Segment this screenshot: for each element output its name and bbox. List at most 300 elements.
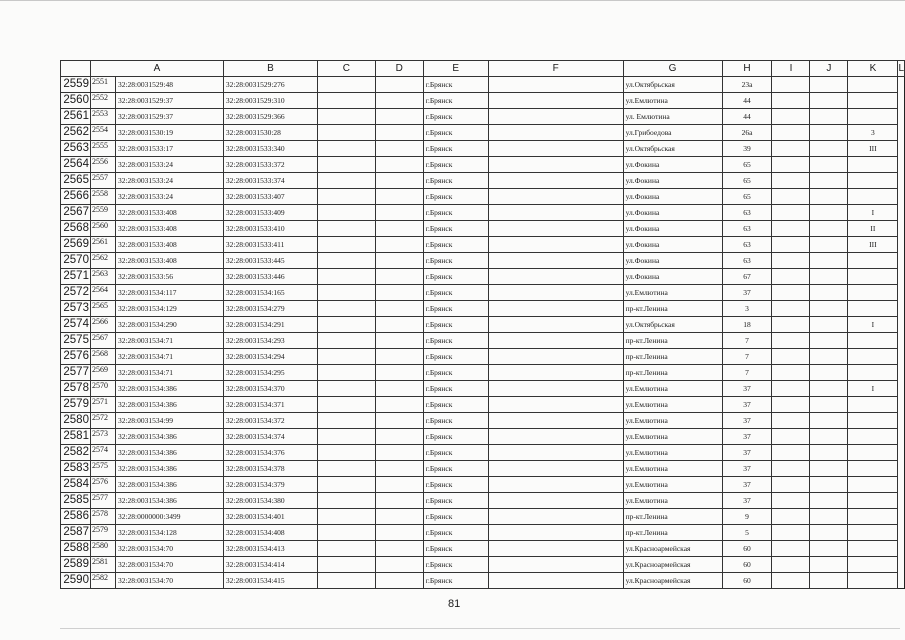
cell-k[interactable] (810, 381, 848, 397)
cell-f[interactable]: г.Брянск (423, 125, 488, 141)
cell-d[interactable] (317, 157, 375, 173)
cell-e[interactable] (375, 221, 423, 237)
cell-c[interactable]: 32:28:0031533:409 (223, 205, 317, 221)
cell-k[interactable] (810, 349, 848, 365)
cell-e[interactable] (375, 125, 423, 141)
cell-c[interactable]: 32:28:0031534:291 (223, 317, 317, 333)
row-number[interactable]: 2582 (61, 445, 91, 461)
cell-f[interactable]: г.Брянск (423, 221, 488, 237)
cell-f[interactable]: г.Брянск (423, 157, 488, 173)
cell-g[interactable] (488, 477, 623, 493)
cell-d[interactable] (317, 125, 375, 141)
cell-a[interactable]: 2553 (90, 109, 115, 125)
cell-i[interactable]: 26а (722, 125, 772, 141)
cell-d[interactable] (317, 301, 375, 317)
row-number[interactable]: 2572 (61, 285, 91, 301)
cell-h[interactable]: ул.Красноармейская (623, 557, 722, 573)
cell-d[interactable] (317, 205, 375, 221)
row-number[interactable]: 2561 (61, 109, 91, 125)
cell-l[interactable] (848, 397, 898, 413)
cell-c[interactable]: 32:28:0031534:380 (223, 493, 317, 509)
cell-i[interactable]: 18 (722, 317, 772, 333)
cell-h[interactable]: ул.Емлютина (623, 445, 722, 461)
cell-k[interactable] (810, 205, 848, 221)
cell-d[interactable] (317, 525, 375, 541)
cell-a[interactable]: 2579 (90, 525, 115, 541)
cell-f[interactable]: г.Брянск (423, 205, 488, 221)
cell-b[interactable]: 32:28:0031534:290 (115, 317, 223, 333)
cell-h[interactable]: ул.Емлютина (623, 429, 722, 445)
cell-f[interactable]: г.Брянск (423, 93, 488, 109)
cell-e[interactable] (375, 205, 423, 221)
cell-i[interactable]: 37 (722, 397, 772, 413)
row-number[interactable]: 2559 (61, 77, 91, 93)
cell-g[interactable] (488, 461, 623, 477)
cell-j[interactable] (772, 253, 810, 269)
cell-c[interactable]: 32:28:0031533:411 (223, 237, 317, 253)
cell-i[interactable]: 37 (722, 413, 772, 429)
row-number[interactable]: 2579 (61, 397, 91, 413)
cell-e[interactable] (375, 461, 423, 477)
cell-i[interactable]: 39 (722, 141, 772, 157)
column-header-l[interactable]: L (898, 61, 905, 77)
cell-f[interactable]: г.Брянск (423, 509, 488, 525)
cell-b[interactable]: 32:28:0031533:408 (115, 237, 223, 253)
cell-a[interactable]: 2582 (90, 573, 115, 589)
cell-h[interactable]: пр-кт.Ленина (623, 349, 722, 365)
cell-l[interactable] (848, 93, 898, 109)
cell-h[interactable]: ул.Октябрьская (623, 141, 722, 157)
row-number[interactable]: 2567 (61, 205, 91, 221)
column-header-k[interactable]: K (848, 61, 898, 77)
cell-g[interactable] (488, 173, 623, 189)
cell-h[interactable]: ул.Фокина (623, 221, 722, 237)
cell-a[interactable]: 2564 (90, 285, 115, 301)
cell-c[interactable]: 32:28:0031534:371 (223, 397, 317, 413)
cell-k[interactable] (810, 253, 848, 269)
cell-d[interactable] (317, 509, 375, 525)
cell-h[interactable]: ул.Фокина (623, 205, 722, 221)
cell-f[interactable]: г.Брянск (423, 269, 488, 285)
column-header-b[interactable]: B (223, 61, 317, 77)
cell-b[interactable]: 32:28:0031534:71 (115, 349, 223, 365)
cell-f[interactable]: г.Брянск (423, 557, 488, 573)
cell-c[interactable]: 32:28:0031534:378 (223, 461, 317, 477)
cell-h[interactable]: ул. Емлютина (623, 109, 722, 125)
cell-i[interactable]: 37 (722, 381, 772, 397)
cell-b[interactable]: 32:28:0031534:386 (115, 429, 223, 445)
cell-k[interactable] (810, 429, 848, 445)
cell-k[interactable] (810, 525, 848, 541)
cell-e[interactable] (375, 413, 423, 429)
cell-d[interactable] (317, 269, 375, 285)
cell-g[interactable] (488, 349, 623, 365)
cell-c[interactable]: 32:28:0031534:379 (223, 477, 317, 493)
cell-g[interactable] (488, 525, 623, 541)
cell-d[interactable] (317, 557, 375, 573)
cell-e[interactable] (375, 93, 423, 109)
cell-h[interactable]: ул.Фокина (623, 269, 722, 285)
cell-k[interactable] (810, 493, 848, 509)
cell-e[interactable] (375, 157, 423, 173)
cell-b[interactable]: 32:28:0031533:408 (115, 221, 223, 237)
cell-a[interactable]: 2565 (90, 301, 115, 317)
cell-i[interactable]: 37 (722, 493, 772, 509)
cell-c[interactable]: 32:28:0031533:374 (223, 173, 317, 189)
cell-h[interactable]: ул.Октябрьская (623, 317, 722, 333)
cell-c[interactable]: 32:28:0031533:446 (223, 269, 317, 285)
cell-g[interactable] (488, 93, 623, 109)
cell-d[interactable] (317, 221, 375, 237)
cell-j[interactable] (772, 141, 810, 157)
cell-k[interactable] (810, 141, 848, 157)
cell-f[interactable]: г.Брянск (423, 317, 488, 333)
cell-f[interactable]: г.Брянск (423, 77, 488, 93)
row-number[interactable]: 2560 (61, 93, 91, 109)
cell-g[interactable] (488, 141, 623, 157)
cell-l[interactable]: II (848, 221, 898, 237)
column-header-a[interactable]: A (90, 61, 223, 77)
row-number[interactable]: 2568 (61, 221, 91, 237)
cell-l[interactable] (848, 509, 898, 525)
cell-e[interactable] (375, 557, 423, 573)
cell-c[interactable]: 32:28:0031534:376 (223, 445, 317, 461)
cell-d[interactable] (317, 141, 375, 157)
cell-j[interactable] (772, 109, 810, 125)
cell-k[interactable] (810, 333, 848, 349)
cell-f[interactable]: г.Брянск (423, 541, 488, 557)
cell-h[interactable]: ул.Емлютина (623, 381, 722, 397)
cell-j[interactable] (772, 285, 810, 301)
cell-i[interactable]: 37 (722, 477, 772, 493)
cell-i[interactable]: 60 (722, 573, 772, 589)
cell-l[interactable] (848, 429, 898, 445)
cell-c[interactable]: 32:28:0031534:408 (223, 525, 317, 541)
cell-f[interactable]: г.Брянск (423, 493, 488, 509)
column-header-c[interactable]: C (317, 61, 375, 77)
cell-c[interactable]: 32:28:0031534:293 (223, 333, 317, 349)
cell-k[interactable] (810, 285, 848, 301)
cell-b[interactable]: 32:28:0031534:70 (115, 541, 223, 557)
cell-j[interactable] (772, 125, 810, 141)
row-number[interactable]: 2565 (61, 173, 91, 189)
column-header-g[interactable]: G (623, 61, 722, 77)
cell-l[interactable] (848, 541, 898, 557)
cell-k[interactable] (810, 237, 848, 253)
cell-l[interactable]: 3 (848, 125, 898, 141)
cell-i[interactable]: 5 (722, 525, 772, 541)
cell-j[interactable] (772, 573, 810, 589)
column-header-i[interactable]: I (772, 61, 810, 77)
cell-i[interactable]: 44 (722, 93, 772, 109)
cell-d[interactable] (317, 397, 375, 413)
row-number[interactable]: 2584 (61, 477, 91, 493)
cell-g[interactable] (488, 125, 623, 141)
cell-g[interactable] (488, 237, 623, 253)
cell-f[interactable]: г.Брянск (423, 333, 488, 349)
cell-h[interactable]: ул.Емлютина (623, 413, 722, 429)
cell-i[interactable]: 63 (722, 237, 772, 253)
row-number[interactable]: 2581 (61, 429, 91, 445)
cell-c[interactable]: 32:28:0031530:28 (223, 125, 317, 141)
column-header-f[interactable]: F (488, 61, 623, 77)
cell-j[interactable] (772, 429, 810, 445)
cell-h[interactable]: ул.Фокина (623, 157, 722, 173)
cell-a[interactable]: 2551 (90, 77, 115, 93)
cell-f[interactable]: г.Брянск (423, 109, 488, 125)
cell-f[interactable]: г.Брянск (423, 285, 488, 301)
row-number[interactable]: 2570 (61, 253, 91, 269)
cell-c[interactable]: 32:28:0031529:366 (223, 109, 317, 125)
cell-b[interactable]: 32:28:0031534:386 (115, 461, 223, 477)
cell-i[interactable]: 60 (722, 541, 772, 557)
cell-b[interactable]: 32:28:0031533:17 (115, 141, 223, 157)
cell-e[interactable] (375, 477, 423, 493)
row-number[interactable]: 2589 (61, 557, 91, 573)
cell-i[interactable]: 65 (722, 173, 772, 189)
cell-l[interactable] (848, 173, 898, 189)
cell-c[interactable]: 32:28:0031534:414 (223, 557, 317, 573)
cell-g[interactable] (488, 365, 623, 381)
cell-j[interactable] (772, 349, 810, 365)
cell-j[interactable] (772, 237, 810, 253)
cell-f[interactable]: г.Брянск (423, 301, 488, 317)
cell-c[interactable]: 32:28:0031534:374 (223, 429, 317, 445)
cell-a[interactable]: 2567 (90, 333, 115, 349)
cell-i[interactable]: 23а (722, 77, 772, 93)
cell-d[interactable] (317, 445, 375, 461)
cell-d[interactable] (317, 365, 375, 381)
cell-h[interactable]: пр-кт.Ленина (623, 365, 722, 381)
cell-f[interactable]: г.Брянск (423, 525, 488, 541)
cell-l[interactable] (848, 109, 898, 125)
cell-d[interactable] (317, 93, 375, 109)
cell-l[interactable] (848, 557, 898, 573)
cell-d[interactable] (317, 109, 375, 125)
cell-g[interactable] (488, 413, 623, 429)
cell-b[interactable]: 32:28:0031534:386 (115, 493, 223, 509)
cell-g[interactable] (488, 221, 623, 237)
cell-d[interactable] (317, 253, 375, 269)
cell-d[interactable] (317, 173, 375, 189)
cell-b[interactable]: 32:28:0031534:386 (115, 397, 223, 413)
cell-l[interactable] (848, 525, 898, 541)
cell-j[interactable] (772, 397, 810, 413)
cell-g[interactable] (488, 429, 623, 445)
cell-l[interactable] (848, 349, 898, 365)
cell-c[interactable]: 32:28:0031534:413 (223, 541, 317, 557)
cell-i[interactable]: 63 (722, 253, 772, 269)
cell-j[interactable] (772, 157, 810, 173)
cell-d[interactable] (317, 541, 375, 557)
cell-e[interactable] (375, 573, 423, 589)
cell-f[interactable]: г.Брянск (423, 397, 488, 413)
cell-g[interactable] (488, 285, 623, 301)
cell-k[interactable] (810, 397, 848, 413)
cell-a[interactable]: 2561 (90, 237, 115, 253)
cell-e[interactable] (375, 381, 423, 397)
cell-c[interactable]: 32:28:0031534:401 (223, 509, 317, 525)
cell-h[interactable]: ул.Емлютина (623, 477, 722, 493)
cell-i[interactable]: 67 (722, 269, 772, 285)
cell-d[interactable] (317, 461, 375, 477)
cell-b[interactable]: 32:28:0031533:24 (115, 173, 223, 189)
cell-e[interactable] (375, 301, 423, 317)
row-number[interactable]: 2571 (61, 269, 91, 285)
cell-k[interactable] (810, 77, 848, 93)
cell-h[interactable]: пр-кт.Ленина (623, 301, 722, 317)
cell-j[interactable] (772, 445, 810, 461)
column-header-h[interactable]: H (722, 61, 772, 77)
cell-j[interactable] (772, 509, 810, 525)
cell-e[interactable] (375, 333, 423, 349)
cell-e[interactable] (375, 509, 423, 525)
cell-e[interactable] (375, 349, 423, 365)
cell-g[interactable] (488, 445, 623, 461)
row-number[interactable]: 2583 (61, 461, 91, 477)
cell-b[interactable]: 32:28:0031534:99 (115, 413, 223, 429)
cell-a[interactable]: 2575 (90, 461, 115, 477)
row-number[interactable]: 2578 (61, 381, 91, 397)
cell-a[interactable]: 2580 (90, 541, 115, 557)
cell-b[interactable]: 32:28:0031529:37 (115, 109, 223, 125)
cell-d[interactable] (317, 77, 375, 93)
cell-h[interactable]: ул.Емлютина (623, 461, 722, 477)
cell-j[interactable] (772, 205, 810, 221)
cell-i[interactable]: 65 (722, 157, 772, 173)
cell-j[interactable] (772, 525, 810, 541)
cell-c[interactable]: 32:28:0031534:294 (223, 349, 317, 365)
cell-l[interactable] (848, 269, 898, 285)
cell-g[interactable] (488, 301, 623, 317)
cell-c[interactable]: 32:28:0031534:415 (223, 573, 317, 589)
cell-j[interactable] (772, 365, 810, 381)
cell-k[interactable] (810, 445, 848, 461)
cell-k[interactable] (810, 573, 848, 589)
cell-a[interactable]: 2581 (90, 557, 115, 573)
cell-i[interactable]: 63 (722, 221, 772, 237)
cell-a[interactable]: 2563 (90, 269, 115, 285)
cell-g[interactable] (488, 557, 623, 573)
cell-f[interactable]: г.Брянск (423, 237, 488, 253)
cell-b[interactable]: 32:28:0031530:19 (115, 125, 223, 141)
cell-j[interactable] (772, 93, 810, 109)
cell-b[interactable]: 32:28:0031534:386 (115, 477, 223, 493)
cell-i[interactable]: 3 (722, 301, 772, 317)
row-number[interactable]: 2563 (61, 141, 91, 157)
row-number[interactable]: 2587 (61, 525, 91, 541)
cell-a[interactable]: 2569 (90, 365, 115, 381)
cell-c[interactable]: 32:28:0031534:372 (223, 413, 317, 429)
cell-j[interactable] (772, 413, 810, 429)
cell-g[interactable] (488, 333, 623, 349)
cell-d[interactable] (317, 189, 375, 205)
cell-l[interactable] (848, 253, 898, 269)
cell-k[interactable] (810, 365, 848, 381)
cell-k[interactable] (810, 269, 848, 285)
cell-g[interactable] (488, 269, 623, 285)
row-number[interactable]: 2562 (61, 125, 91, 141)
cell-d[interactable] (317, 413, 375, 429)
corner-cell[interactable] (61, 61, 91, 77)
cell-b[interactable]: 32:28:0031533:56 (115, 269, 223, 285)
cell-e[interactable] (375, 237, 423, 253)
cell-a[interactable]: 2578 (90, 509, 115, 525)
cell-e[interactable] (375, 429, 423, 445)
cell-f[interactable]: г.Брянск (423, 413, 488, 429)
cell-h[interactable]: ул.Фокина (623, 253, 722, 269)
cell-j[interactable] (772, 189, 810, 205)
cell-e[interactable] (375, 285, 423, 301)
cell-k[interactable] (810, 541, 848, 557)
cell-c[interactable]: 32:28:0031529:276 (223, 77, 317, 93)
cell-j[interactable] (772, 317, 810, 333)
cell-i[interactable]: 9 (722, 509, 772, 525)
cell-i[interactable]: 37 (722, 445, 772, 461)
cell-k[interactable] (810, 157, 848, 173)
cell-l[interactable] (848, 157, 898, 173)
cell-a[interactable]: 2577 (90, 493, 115, 509)
cell-a[interactable]: 2555 (90, 141, 115, 157)
cell-a[interactable]: 2554 (90, 125, 115, 141)
cell-a[interactable]: 2568 (90, 349, 115, 365)
cell-k[interactable] (810, 317, 848, 333)
cell-h[interactable]: ул.Октябрьская (623, 77, 722, 93)
cell-l[interactable] (848, 445, 898, 461)
cell-a[interactable]: 2562 (90, 253, 115, 269)
cell-e[interactable] (375, 493, 423, 509)
row-number[interactable]: 2580 (61, 413, 91, 429)
cell-k[interactable] (810, 173, 848, 189)
column-header-j[interactable]: J (810, 61, 848, 77)
cell-d[interactable] (317, 477, 375, 493)
cell-f[interactable]: г.Брянск (423, 381, 488, 397)
cell-b[interactable]: 32:28:0031529:48 (115, 77, 223, 93)
cell-b[interactable]: 32:28:0031534:71 (115, 365, 223, 381)
cell-e[interactable] (375, 253, 423, 269)
cell-l[interactable] (848, 573, 898, 589)
row-number[interactable]: 2588 (61, 541, 91, 557)
cell-a[interactable]: 2572 (90, 413, 115, 429)
cell-g[interactable] (488, 253, 623, 269)
cell-a[interactable]: 2576 (90, 477, 115, 493)
row-number[interactable]: 2586 (61, 509, 91, 525)
cell-b[interactable]: 32:28:0031534:117 (115, 285, 223, 301)
cell-i[interactable]: 60 (722, 557, 772, 573)
cell-a[interactable]: 2570 (90, 381, 115, 397)
cell-l[interactable] (848, 77, 898, 93)
cell-c[interactable]: 32:28:0031534:370 (223, 381, 317, 397)
cell-h[interactable]: ул.Красноармейская (623, 573, 722, 589)
cell-k[interactable] (810, 413, 848, 429)
cell-j[interactable] (772, 381, 810, 397)
cell-b[interactable]: 32:28:0031533:24 (115, 189, 223, 205)
cell-b[interactable]: 32:28:0031534:70 (115, 557, 223, 573)
cell-d[interactable] (317, 285, 375, 301)
cell-f[interactable]: г.Брянск (423, 477, 488, 493)
row-number[interactable]: 2569 (61, 237, 91, 253)
cell-g[interactable] (488, 541, 623, 557)
row-number[interactable]: 2564 (61, 157, 91, 173)
cell-d[interactable] (317, 349, 375, 365)
cell-a[interactable]: 2558 (90, 189, 115, 205)
cell-j[interactable] (772, 461, 810, 477)
cell-f[interactable]: г.Брянск (423, 141, 488, 157)
cell-g[interactable] (488, 397, 623, 413)
cell-k[interactable] (810, 477, 848, 493)
cell-b[interactable]: 32:28:0031534:386 (115, 381, 223, 397)
cell-f[interactable]: г.Брянск (423, 445, 488, 461)
